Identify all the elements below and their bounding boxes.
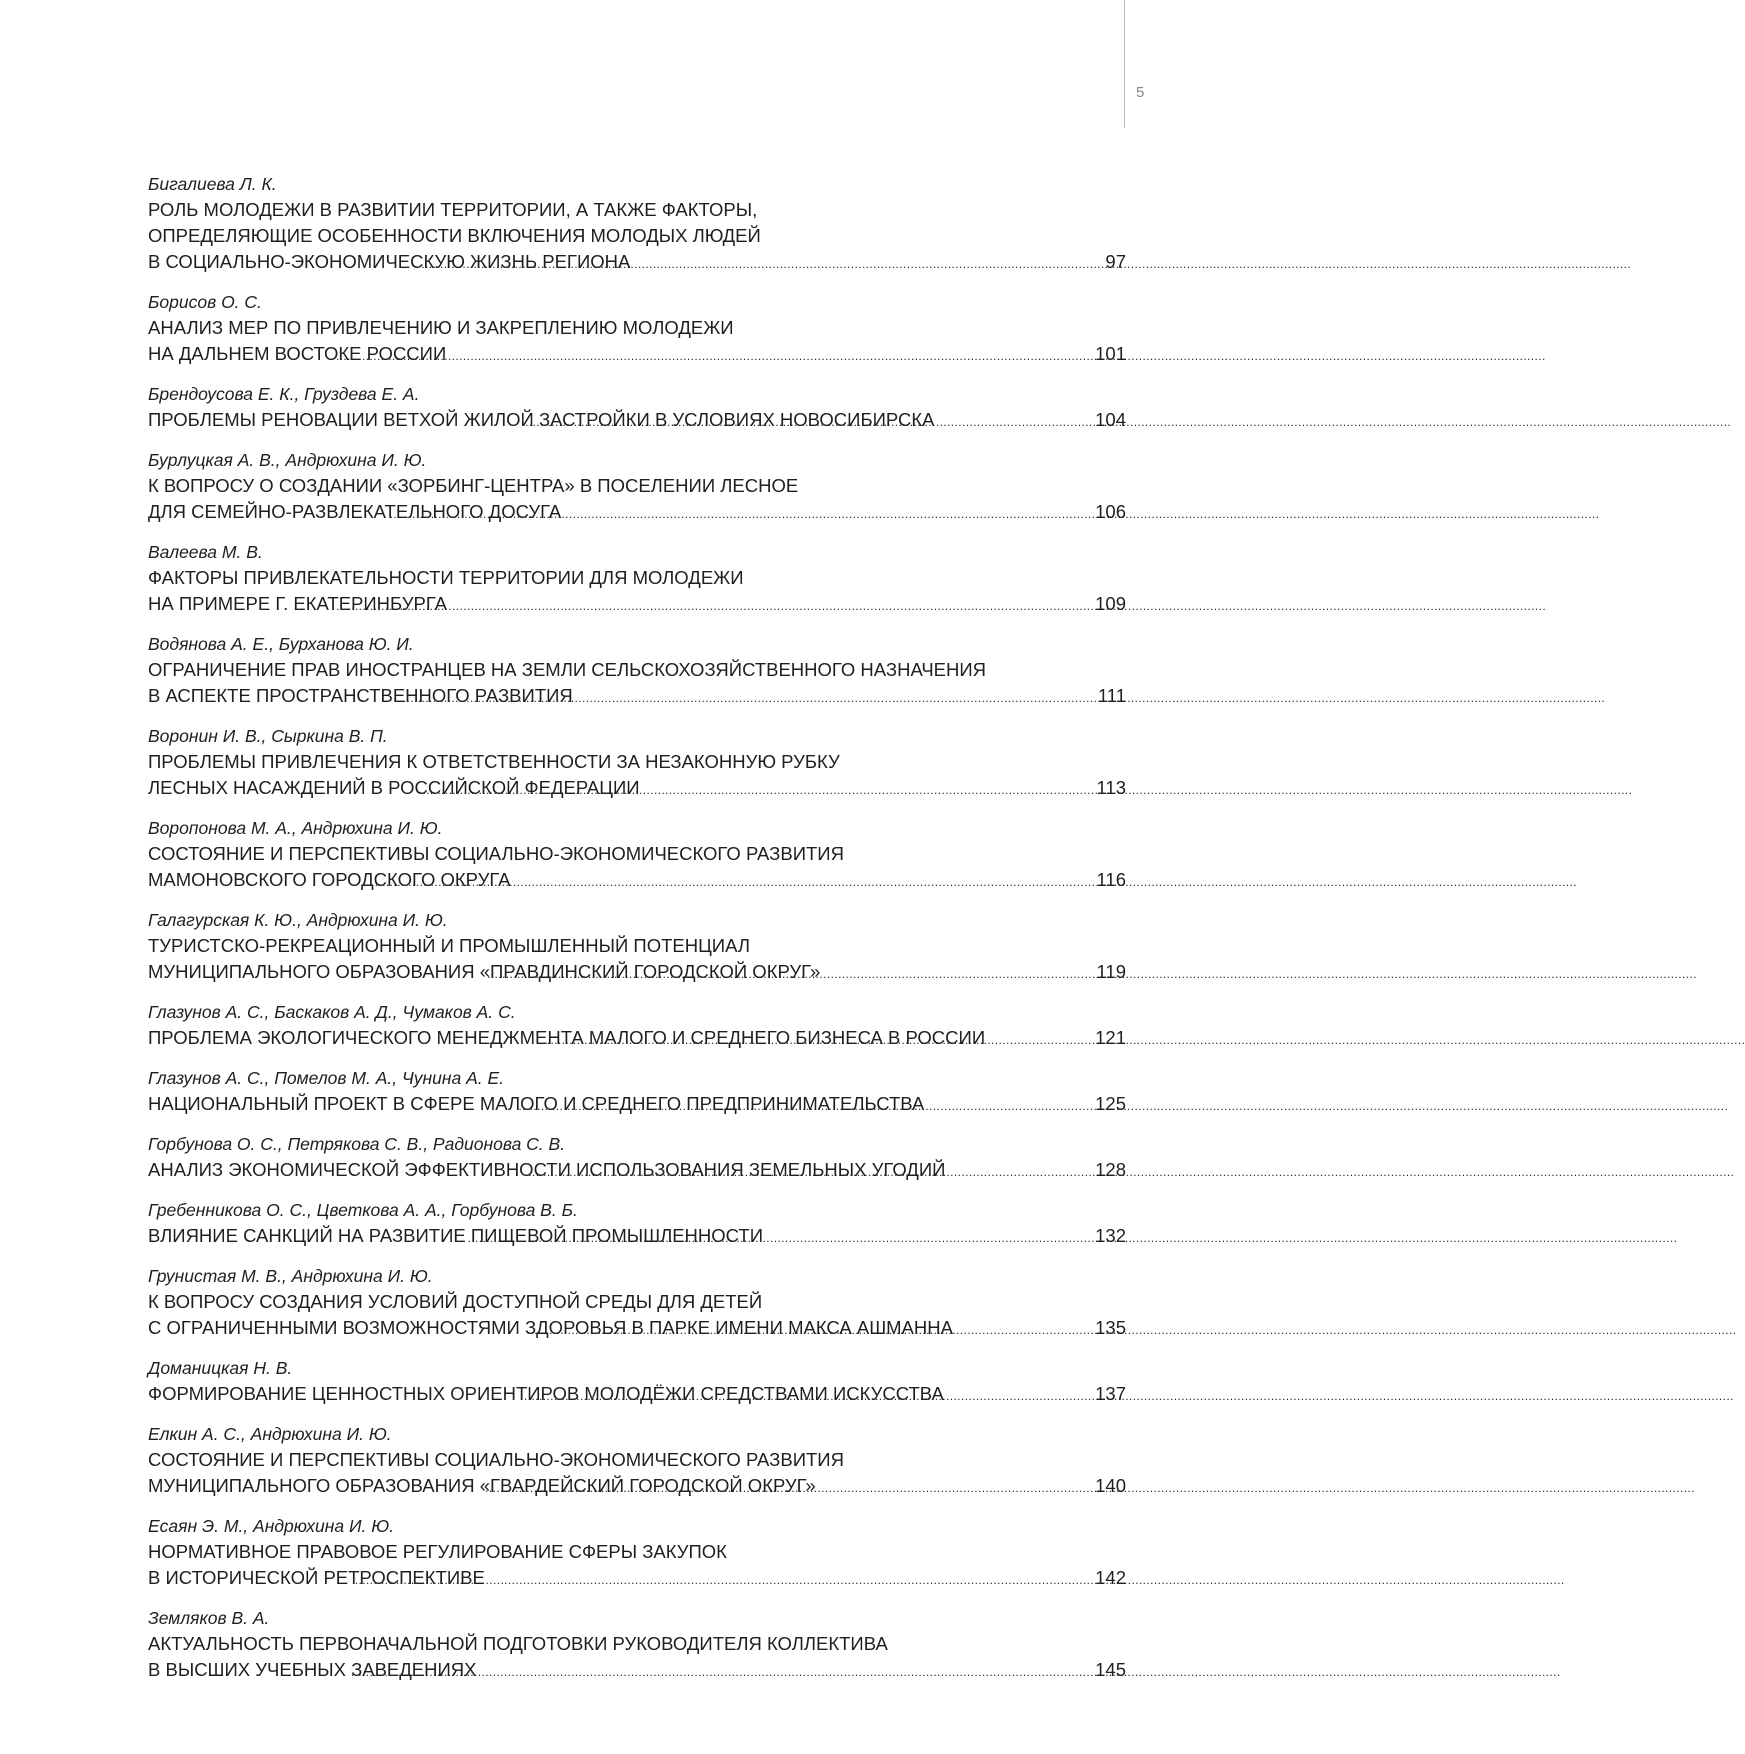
entry-authors: Бурлуцкая А. В., Андрюхина И. Ю.	[148, 450, 427, 470]
entry-title-last-line	[148, 591, 1126, 617]
toc-entry[interactable]	[148, 907, 1126, 985]
entry-authors: Бигалиева Л. К.	[148, 174, 277, 194]
entry-title-last-line	[148, 775, 1126, 801]
entry-title-text: НАЦИОНАЛЬНЫЙ ПРОЕКТ В СФЕРЕ МАЛОГО И СРЕДНЕГО ПРЕДПРИНИМАТЕЛЬСТВА	[148, 1093, 925, 1114]
entry-title-last-line	[148, 1315, 1126, 1341]
toc-entry[interactable]	[148, 1263, 1126, 1341]
entry-authors: Галагурская К. Ю., Андрюхина И. Ю.	[148, 910, 448, 930]
entry-title-last-line	[148, 1473, 1126, 1499]
entry-page-number: 119	[1096, 961, 1126, 982]
toc-entry[interactable]	[148, 1421, 1126, 1499]
dot-leader	[521, 407, 1094, 426]
entry-title-last-line	[148, 407, 1126, 433]
toc-entry[interactable]	[148, 999, 1126, 1051]
dot-leader	[527, 1315, 1095, 1334]
toc-entry[interactable]	[148, 381, 1126, 433]
entry-title-text: ПРОБЛЕМЫ РЕНОВАЦИИ ВЕТХОЙ ЖИЛОЙ ЗАСТРОЙКИ В УСЛОВИЯХ НОВОСИБИРСКА	[148, 409, 935, 430]
entry-title-text: ПРОБЛЕМА ЭКОЛОГИЧЕСКОГО МЕНЕДЖМЕНТА МАЛОГО И СРЕДНЕГО БИЗНЕСА В РОССИИ	[148, 1027, 986, 1048]
entry-title-last-line	[148, 1565, 1126, 1591]
entry-title-text: С ОГРАНИЧЕННЫМИ ВОЗМОЖНОСТЯМИ ЗДОРОВЬЯ В ПАРКЕ ИМЕНИ МАКСА АШМАННА	[148, 1317, 953, 1338]
entry-page-number: 132	[1095, 1225, 1126, 1246]
entry-authors: Глазунов А. С., Помелов М. А., Чунина А. Е.	[148, 1068, 505, 1088]
entry-page-number: 142	[1095, 1567, 1126, 1588]
entry-title-line: СОСТОЯНИЕ И ПЕРСПЕКТИВЫ СОЦИАЛЬНО-ЭКОНОМИЧЕСКОГО РАЗВИТИЯ	[148, 843, 844, 864]
entry-authors: Грунистая М. В., Андрюхина И. Ю.	[148, 1266, 433, 1286]
entry-title-last-line	[148, 249, 1126, 275]
entry-title-line: ОПРЕДЕЛЯЮЩИЕ ОСОБЕННОСТИ ВКЛЮЧЕНИЯ МОЛОДЫХ ЛЮДЕЙ	[148, 225, 761, 246]
margin-rule	[1124, 0, 1125, 128]
entry-title-text: ДЛЯ СЕМЕЙНО-РАЗВЛЕКАТЕЛЬНОГО ДОСУГА	[148, 501, 562, 522]
entry-title-line: ФАКТОРЫ ПРИВЛЕКАТЕЛЬНОСТИ ТЕРРИТОРИИ ДЛЯ МОЛОДЕЖИ	[148, 567, 744, 588]
entry-title-last-line	[148, 959, 1126, 985]
entry-title-text: В АСПЕКТЕ ПРОСТРАНСТВЕННОГО РАЗВИТИЯ	[148, 685, 573, 706]
entry-title-line: СОСТОЯНИЕ И ПЕРСПЕКТИВЫ СОЦИАЛЬНО-ЭКОНОМИЧЕСКОГО РАЗВИТИЯ	[148, 1449, 844, 1470]
entry-title-last-line	[148, 1657, 1126, 1683]
entry-authors: Глазунов А. С., Баскаков А. Д., Чумаков А. С.	[148, 1002, 516, 1022]
entry-page-number: 101	[1095, 343, 1126, 364]
entry-title-line: НОРМАТИВНОЕ ПРАВОВОЕ РЕГУЛИРОВАНИЕ СФЕРЫ ЗАКУПОК	[148, 1541, 727, 1562]
toc-entry[interactable]	[148, 815, 1126, 893]
dot-leader	[487, 959, 1095, 978]
entry-page-number: 104	[1095, 409, 1126, 430]
entry-authors: Горбунова О. С., Петрякова С. В., Радионова С. В.	[148, 1134, 566, 1154]
entry-title-line: ОГРАНИЧЕНИЕ ПРАВ ИНОСТРАНЦЕВ НА ЗЕМЛИ СЕЛЬСКОХОЗЯЙСТВЕННОГО НАЗНАЧЕНИЯ	[148, 659, 987, 680]
entry-page-number: 113	[1096, 777, 1126, 798]
entry-authors: Борисов О. С.	[148, 292, 262, 312]
table-of-contents	[148, 171, 1126, 1697]
dot-leader	[422, 775, 1095, 794]
entry-authors: Брендоусова Е. К., Груздева Е. А.	[148, 384, 420, 404]
entry-page-number: 137	[1095, 1383, 1126, 1404]
entry-page-number: 97	[1105, 251, 1126, 272]
entry-page-number: 145	[1095, 1659, 1126, 1680]
entry-title-line: АКТУАЛЬНОСТЬ ПЕРВОНАЧАЛЬНОЙ ПОДГОТОВКИ РУКОВОДИТЕЛЯ КОЛЛЕКТИВА	[148, 1633, 888, 1654]
entry-page-number: 128	[1095, 1159, 1126, 1180]
dot-leader	[390, 499, 1095, 518]
entry-page-number: 109	[1095, 593, 1126, 614]
toc-entry[interactable]	[148, 447, 1126, 525]
entry-page-number: 106	[1095, 501, 1126, 522]
dot-leader	[421, 249, 1104, 268]
toc-entry[interactable]	[148, 1605, 1126, 1683]
toc-entry[interactable]	[148, 539, 1126, 617]
entry-title-last-line	[148, 683, 1126, 709]
entry-page-number: 116	[1096, 869, 1126, 890]
entry-title-last-line	[148, 1025, 1126, 1051]
entry-authors: Доманицкая Н. В.	[148, 1358, 293, 1378]
entry-title-line: К ВОПРОСУ О СОЗДАНИИ «ЗОРБИНГ-ЦЕНТРА» В ПОСЕЛЕНИИ ЛЕСНОЕ	[148, 475, 799, 496]
entry-authors: Воропонова М. А., Андрюхина И. Ю.	[148, 818, 443, 838]
entry-title-text: МАМОНОВСКОГО ГОРОДСКОГО ОКРУГА	[148, 869, 511, 890]
toc-entry[interactable]	[148, 1513, 1126, 1591]
entry-page-number: 121	[1095, 1027, 1126, 1048]
entry-title-text: ВЛИЯНИЕ САНКЦИЙ НА РАЗВИТИЕ ПИЩЕВОЙ ПРОМЫШЛЕННОСТИ	[148, 1225, 763, 1246]
entry-title-line: АНАЛИЗ МЕР ПО ПРИВЛЕЧЕНИЮ И ЗАКРЕПЛЕНИЮ МОЛОДЕЖИ	[148, 317, 734, 338]
dot-leader	[355, 1565, 1094, 1584]
entry-title-last-line	[148, 341, 1126, 367]
entry-title-text: АНАЛИЗ ЭКОНОМИЧЕСКОЙ ЭФФЕКТИВНОСТИ ИСПОЛЬЗОВАНИЯ ЗЕМЕЛЬНЫХ УГОДИЙ	[148, 1159, 946, 1180]
dot-leader	[485, 1473, 1094, 1492]
toc-entry[interactable]	[148, 723, 1126, 801]
dot-leader	[367, 867, 1095, 886]
entry-title-text: В СОЦИАЛЬНО-ЭКОНОМИЧЕСКУЮ ЖИЗНЬ РЕГИОНА	[148, 251, 631, 272]
dot-leader	[524, 1157, 1094, 1176]
entry-authors: Гребенникова О. С., Цветкова А. А., Горбунова В. Б.	[148, 1200, 578, 1220]
entry-authors: Водянова А. Е., Бурханова Ю. И.	[148, 634, 414, 654]
entry-authors: Воронин И. В., Сыркина В. П.	[148, 726, 388, 746]
entry-title-last-line	[148, 1091, 1126, 1117]
entry-page-number: 125	[1095, 1093, 1126, 1114]
entry-page-number: 135	[1095, 1317, 1126, 1338]
entry-title-text: В ВЫСШИХ УЧЕБНЫХ ЗАВЕДЕНИЯХ	[148, 1659, 477, 1680]
entry-title-text: НА ДАЛЬНЕМ ВОСТОКЕ РОССИИ	[148, 343, 447, 364]
entry-title-text: ЛЕСНЫХ НАСАЖДЕНИЙ В РОССИЙСКОЙ ФЕДЕРАЦИИ	[148, 777, 640, 798]
entry-title-last-line	[148, 1223, 1126, 1249]
entry-title-last-line	[148, 867, 1126, 893]
entry-title-last-line	[148, 499, 1126, 525]
toc-entry[interactable]	[148, 1197, 1126, 1249]
entry-title-text: МУНИЦИПАЛЬНОГО ОБРАЗОВАНИЯ «ГВАРДЕЙСКИЙ ГОРОДСКОЙ ОКРУГ»	[148, 1475, 816, 1496]
entry-title-text: ФОРМИРОВАНИЕ ЦЕННОСТНЫХ ОРИЕНТИРОВ МОЛОДЁЖИ СРЕДСТВАМИ ИСКУССТВА	[148, 1383, 944, 1404]
dot-leader	[524, 1381, 1094, 1400]
entry-title-line: ТУРИСТСКО-РЕКРЕАЦИОННЫЙ И ПРОМЫШЛЕННЫЙ ПОТЕНЦИАЛ	[148, 935, 750, 956]
entry-title-last-line	[148, 1157, 1126, 1183]
entry-title-line: К ВОПРОСУ СОЗДАНИЯ УСЛОВИЙ ДОСТУПНОЙ СРЕДЫ ДЛЯ ДЕТЕЙ	[148, 1291, 763, 1312]
dot-leader	[518, 1091, 1094, 1110]
entry-title-text: В ИСТОРИЧЕСКОЙ РЕТРОСПЕКТИВЕ	[148, 1567, 485, 1588]
entry-title-line: РОЛЬ МОЛОДЕЖИ В РАЗВИТИИ ТЕРРИТОРИИ, А ТАКЖЕ ФАКТОРЫ,	[148, 199, 758, 220]
entry-page-number: 111	[1097, 685, 1126, 706]
entry-title-text: МУНИЦИПАЛЬНОГО ОБРАЗОВАНИЯ «ПРАВДИНСКИЙ ГОРОДСКОЙ ОКРУГ»	[148, 961, 821, 982]
entry-title-text: НА ПРИМЕРЕ Г. ЕКАТЕРИНБУРГА	[148, 593, 447, 614]
entry-page-number: 140	[1095, 1475, 1126, 1496]
toc-entry[interactable]	[148, 1355, 1126, 1407]
entry-authors: Земляков В. А.	[148, 1608, 270, 1628]
toc-entry[interactable]	[148, 1131, 1126, 1183]
toc-entry[interactable]	[148, 1065, 1126, 1117]
entry-authors: Елкин А. С., Андрюхина И. Ю.	[148, 1424, 392, 1444]
dot-leader	[336, 591, 1094, 610]
dot-leader	[351, 1657, 1094, 1676]
dot-leader	[536, 1025, 1095, 1044]
page-number: 5	[1136, 84, 1145, 101]
toc-entry[interactable]	[148, 289, 1126, 367]
toc-entry[interactable]	[148, 171, 1126, 275]
dot-leader	[395, 683, 1097, 702]
entry-title-line: ПРОБЛЕМЫ ПРИВЛЕЧЕНИЯ К ОТВЕТСТВЕННОСТИ ЗА НЕЗАКОННУЮ РУБКУ	[148, 751, 840, 772]
entry-authors: Есаян Э. М., Андрюхина И. Ю.	[148, 1516, 395, 1536]
entry-authors: Валеева М. В.	[148, 542, 263, 562]
entry-title-last-line	[148, 1381, 1126, 1407]
toc-entry[interactable]	[148, 631, 1126, 709]
dot-leader	[336, 341, 1094, 360]
dot-leader	[468, 1223, 1095, 1242]
